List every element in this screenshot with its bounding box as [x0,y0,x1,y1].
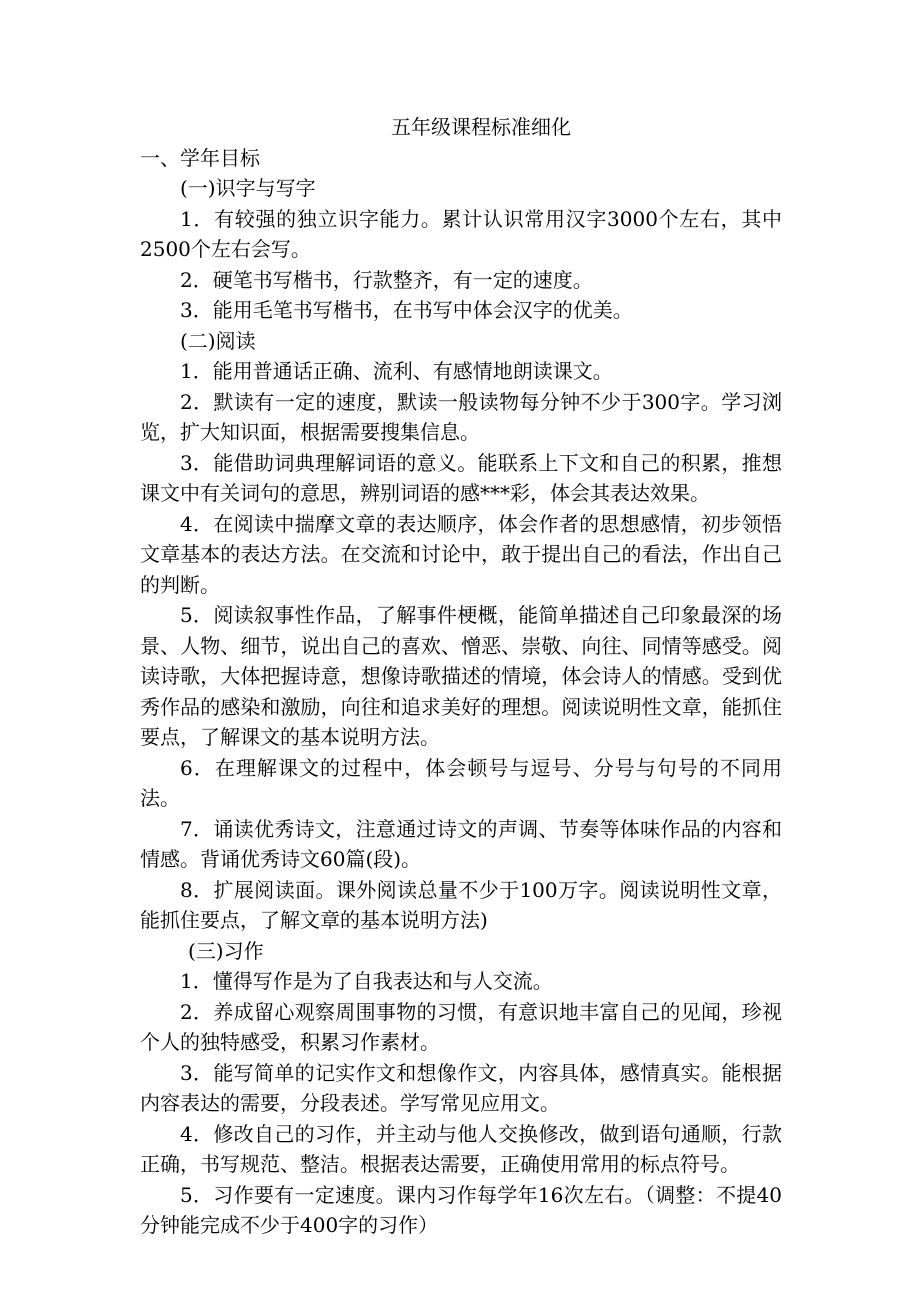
document-page [140,112,782,1241]
reading-item-1: 1．能用普通话正确、流利、有感情地朗读课文。 [180,359,613,383]
writing-item-1: 1．懂得写作是为了自我表达和与人交流。 [180,969,553,993]
reading-item-3: 3．能借助词典理解词语的意义。能联系上下文和自己的积累，推想课文中有关词句的意思，辨别词语的感***彩，体会其表达效果。 [140,450,782,505]
literacy-item-2: 2．硬笔书写楷书，行款整齐，有一定的速度。 [180,267,593,292]
literacy-item-1: 1．有较强的独立识字能力。累计认识常用汉字3000个左右，其中2500个左右会写。 [140,206,782,261]
reading-item-6: 6．在理解课文的过程中，体会顿号与逗号、分号与句号的不同用法。 [140,755,782,810]
subheading-literacy: (一)识字与写字 [180,176,316,200]
reading-item-7: 7．诵读优秀诗文，注意通过诗文的声调、节奏等体味作品的内容和情感。背诵优秀诗文60篇(段)。 [140,816,782,871]
writing-item-5: 5．习作要有一定速度。课内习作每学年16次左右。（调整：不提40分钟能完成不少于400字的习作） [140,1182,782,1237]
document-title: 五年级课程标准细化 [391,115,571,139]
writing-item-3: 3．能写简单的记实作文和想像作文，内容具体，感情真实。能根据内容表达的需要，分段表述。学写常见应用文。 [140,1060,782,1115]
writing-item-2: 2．养成留心观察周围事物的习惯，有意识地丰富自己的见闻，珍视个人的独特感受，积累习作素材。 [140,999,782,1054]
subheading-writing: (三)习作 [188,938,264,963]
literacy-item-3: 3．能用毛笔书写楷书，在书写中体会汉字的优美。 [180,298,633,322]
reading-item-2: 2．默读有一定的速度，默读一般读物每分钟不少于300字。学习浏览，扩大知识面，根据需要搜集信息。 [140,389,782,444]
reading-item-8: 8．扩展阅读面。课外阅读总量不少于100万字。阅读说明性文章，能抓住要点，了解文章的基本说明方法) [140,877,782,932]
reading-item-4: 4．在阅读中揣摩文章的表达顺序，体会作者的思想感情，初步领悟文章基本的表达方法。在交流和讨论中，敢于提出自己的看法，作出自己的判断。 [140,511,782,597]
section-heading-goals: 一、学年目标 [140,145,260,170]
reading-item-5: 5．阅读叙事性作品，了解事件梗概，能简单描述自己印象最深的场景、人物、细节，说出自己的喜欢、憎恶、崇敬、向往、同情等感受。阅读诗歌，大体把握诗意，想像诗歌描述的情境，体会诗人的情感。受到优秀作品的感染和激励，向往和追求美好的理想。阅读说明性文章，能抓住要点，了解课文的基本说明方法。 [140,603,782,749]
subheading-reading: (二)阅读 [180,328,256,353]
writing-item-4: 4．修改自己的习作，并主动与他人交换修改，做到语句通顺，行款正确，书写规范、整洁。根据表达需要，正确使用常用的标点符号。 [140,1121,782,1176]
